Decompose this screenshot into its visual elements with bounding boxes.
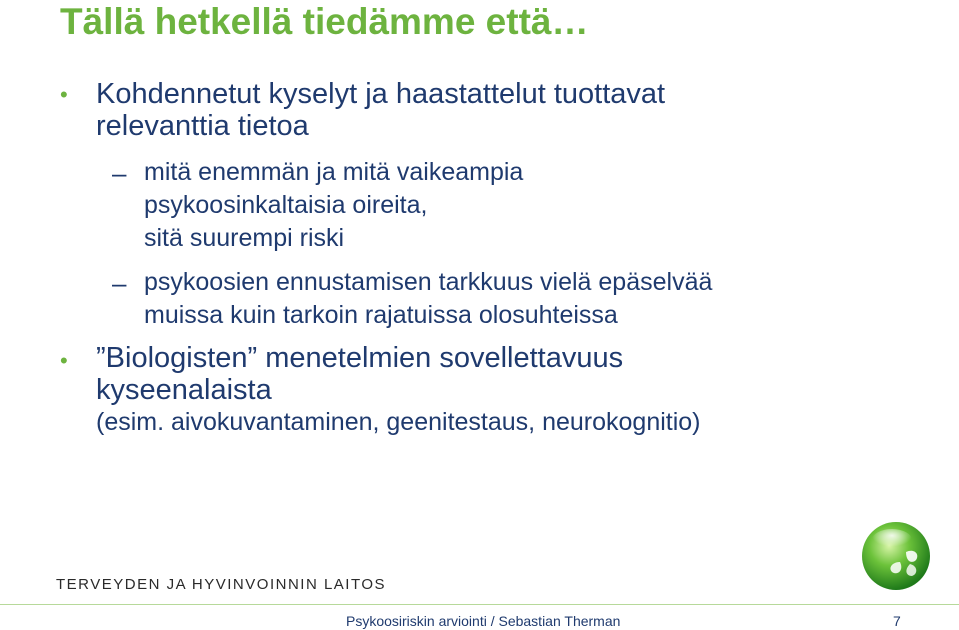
sub-item-1 [112,156,912,255]
bullet-icon: • [60,82,68,107]
slide-title: Tällä hetkellä tiedämme että… [60,1,589,42]
bullet-1-line-2: relevanttia tietoa [96,110,309,142]
organization-name: TERVEYDEN JA HYVINVOINNIN LAITOS [56,576,387,593]
footer-divider [0,604,959,605]
footer-presentation-title: Psykoosiriskin arviointi / Sebastian Therman [346,613,621,629]
sub-item-2-line-1: psykoosien ennustamisen tarkkuus vielä epäselvää [144,268,713,296]
bullet-item-2 [60,342,920,438]
sub-item-2 [112,266,912,332]
dash-icon: – [112,268,127,298]
dash-icon: – [112,158,127,188]
sub-item-1-line-1: mitä enemmän ja mitä vaikeampia [144,158,524,186]
sub-item-2-line-2: muissa kuin tarkoin rajatuissa olosuhteissa [144,301,618,329]
bullet-2-note: (esim. aivokuvantaminen, geenitestaus, neurokognitio) [96,408,701,436]
bullet-item-1 [60,78,920,142]
sub-item-1-line-3: sitä suurempi riski [144,224,345,252]
bullet-icon: • [60,348,68,373]
sub-item-1-line-2: psykoosinkaltaisia oireita, [144,191,428,219]
bullet-1-line-1: Kohdennetut kyselyt ja haastattelut tuottavat [96,78,666,110]
green-sphere-logo-icon [858,518,934,594]
page-number: 7 [893,613,901,629]
bullet-2-line-1: ”Biologisten” menetelmien sovellettavuus [96,342,624,374]
bullet-2-line-2: kyseenalaista [96,374,272,406]
